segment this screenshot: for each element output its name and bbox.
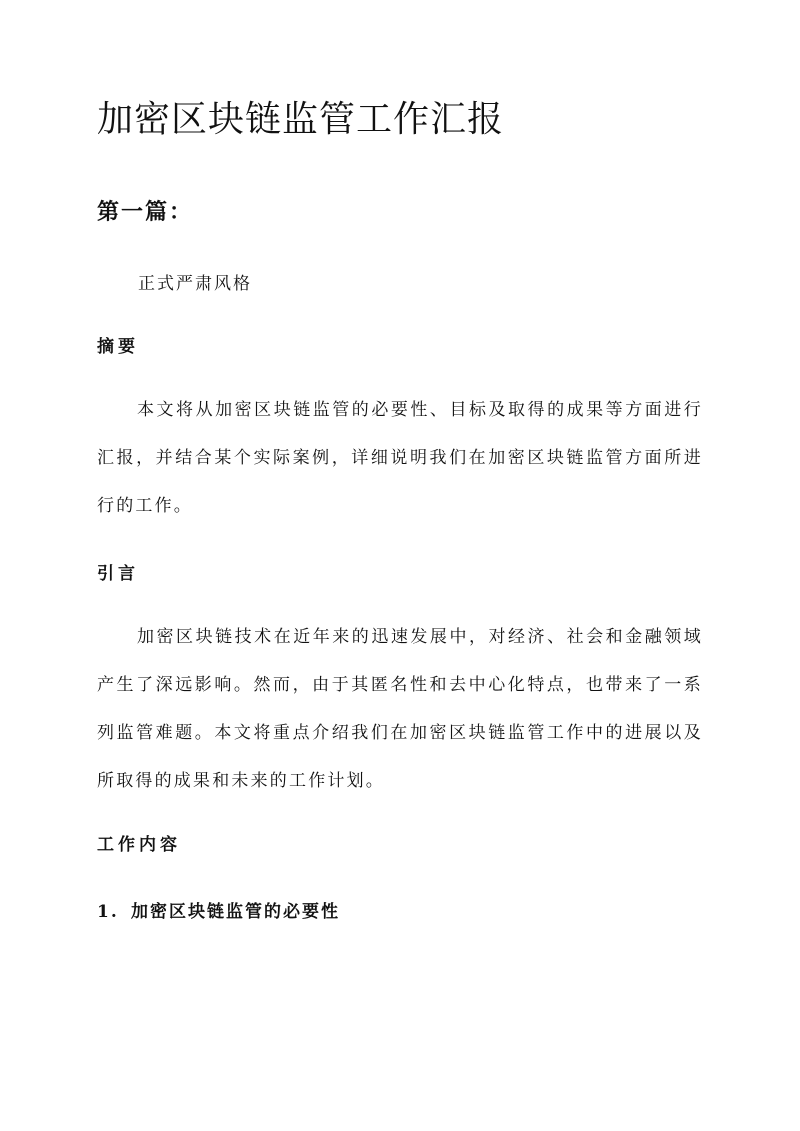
- numbered-item-heading: [97, 898, 340, 926]
- abstract-paragraph: 本文将从加密区块链监管的必要性、目标及取得的成果等方面进行汇报，并结合某个实际案例，详细说明我们在加密区块链监管方面所进行的工作。: [97, 400, 703, 516]
- introduction-heading: 引言: [97, 564, 139, 584]
- introduction-paragraph: 加密区块链技术在近年来的迅速发展中，对经济、社会和金融领域产生了深远影响。然而，由于其匿名性和去中心化特点，也带来了一系列监管难题。本文将重点介绍我们在加密区块链监管工作中的进展以及所取得的成果和未来的工作计划。: [97, 627, 703, 791]
- item-number: 1.: [97, 902, 119, 922]
- abstract-heading: 摘要: [97, 337, 139, 357]
- chapter-heading: 第一篇：: [97, 199, 194, 225]
- style-note: 正式严肃风格: [138, 274, 252, 294]
- item-label: 加密区块链监管的必要性: [131, 902, 340, 922]
- document-title: 加密区块链监管工作汇报: [97, 99, 505, 140]
- work-content-heading: 工作内容: [97, 835, 181, 855]
